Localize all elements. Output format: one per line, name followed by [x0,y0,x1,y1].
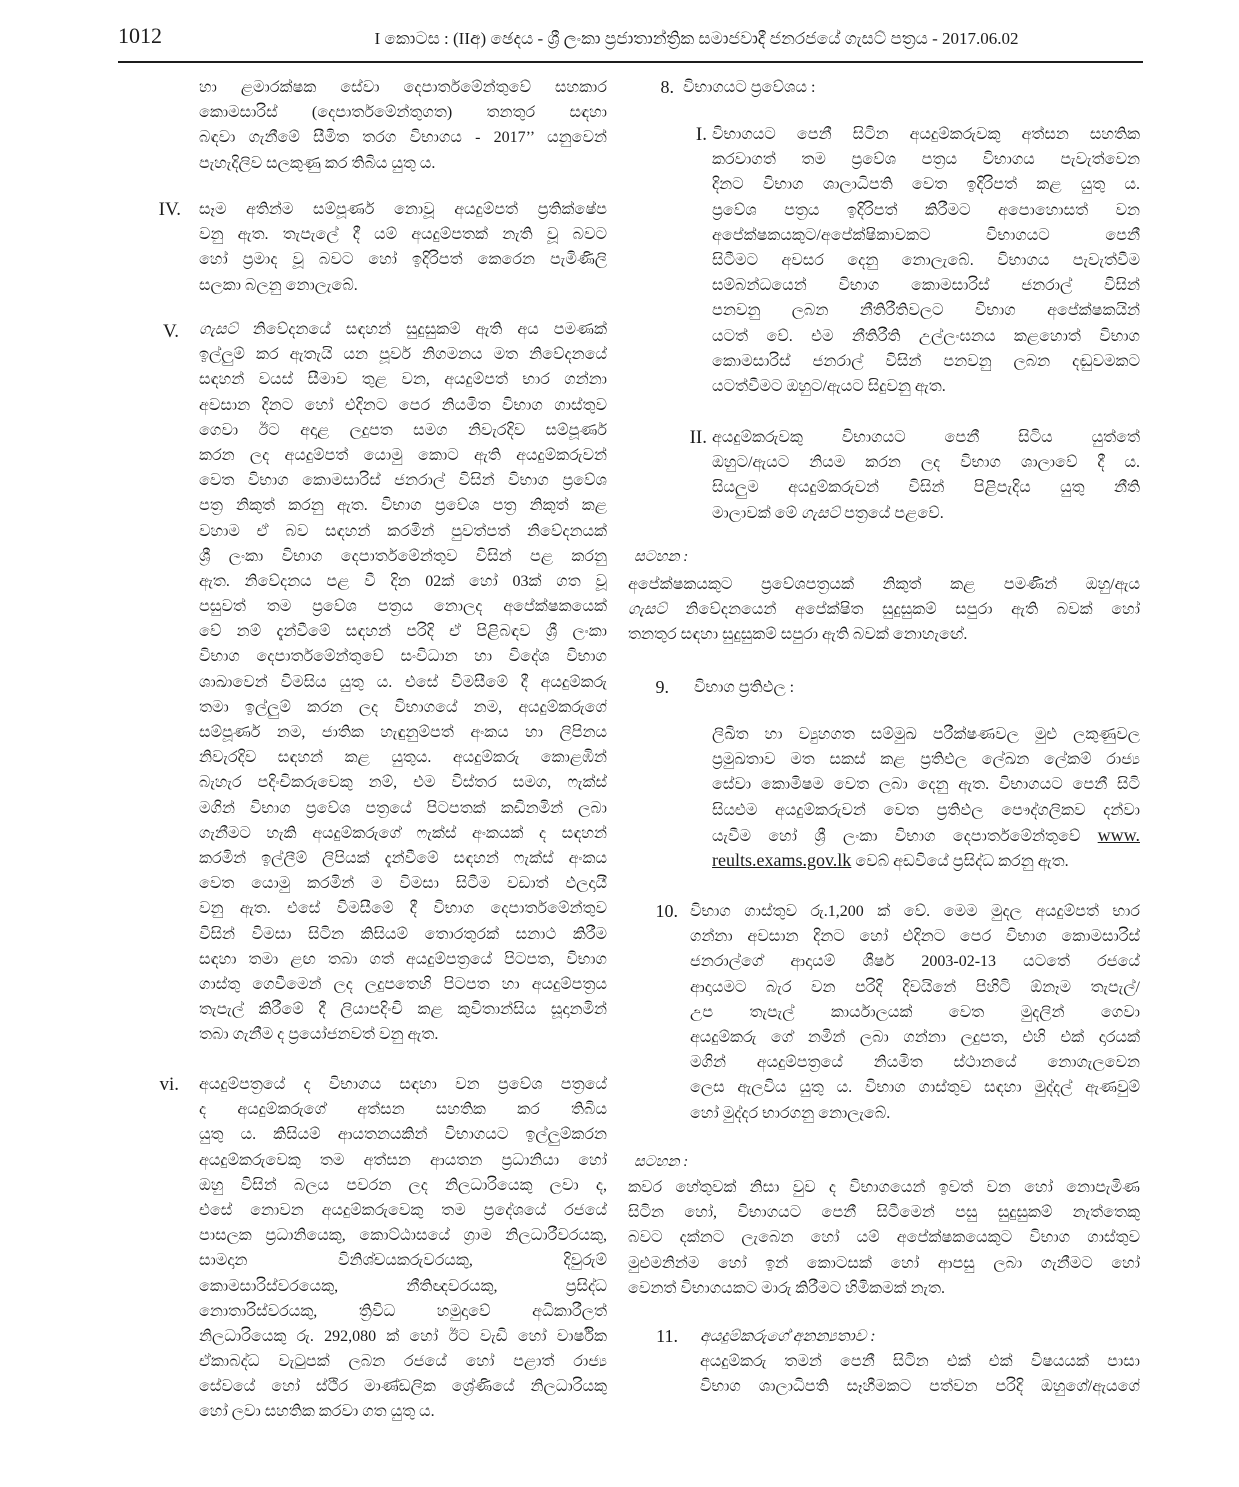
text-line: විසින් විමසා සිටින කිසියම් තොරතුරක් සනාථ කිරීම [199,925,607,943]
item-i-text [712,122,1140,399]
text-line: පැහැදිලිව සලකුණු කර තිබිය යුතු ය. [199,154,436,172]
text-line: සියළුම අයදුම්කරුවන් වෙත ප්‍රතිඵල පෞද්ගලිකව දන්වා [712,801,1140,819]
text-line: ඔහු විසින් බලය පවරන ලද නිලධාරියෙකු ලවා ද, [199,1176,607,1194]
text-line: ගාස්තු ගෙවීමෙන් ලද ලදුපතෙහි පිටපත හා අයදුම්පත්‍රය [199,975,607,993]
text-line: වනු ඇත. තැපැලේ දී යම් අයදුම්පතක් නැති වූ බවට [199,226,607,244]
text-line [712,848,1140,873]
text-line: කරවාගත් තම ප්‍රවේශ පත්‍රය විභාගය පැවැත්වෙන [712,151,1140,169]
section-9-number: 9. [655,677,669,697]
item-i-number: I. [695,124,707,145]
text-line: හෝ ප්‍රමාද වූ බවට හෝ ඉදිරිපත් කෙරෙන පැමිණිලි [199,251,607,269]
text-line: කොමසාරිස් (දෙපාර්තමේන්තුගත) තනතුර සඳහා [199,104,607,122]
text-line: වෙනත් විභාගයකට මාරු කිරීමට හිමිකමක් නැත. [628,1279,946,1297]
text-line: සේවයේ හෝ ස්ථිර මාණ්ඩලික ශ්‍රේණියේ නිලධාරියකු [199,1378,607,1396]
section-10-text [690,899,1140,1126]
text-line: තැපැල් කිරීමේ දී ලියාපදිංචි කළ කුවිතාන්සිය සූදානමින් [199,1001,607,1019]
text-line: කොමසාරිස් ජනරාල් විසින් පනවනු ලබන දඬුවමකට [712,352,1140,370]
text-line: ඒකාබද්ධ වැටුපක් ලබන රජයේ හෝ පළාත් රාජ්‍ය [199,1353,607,1371]
text-segment: වෙබ් අඩවියේ ප්‍රසිද්ධ කරනු ඇත. [851,852,1069,870]
text-line: ශ්‍රී ලංකා විභාග දෙපාර්තමේන්තුව විසින් පළ කරනු [199,547,607,565]
text-line: අවසාන දිනට හෝ එදිනට පෙර නියමිත විභාග ගාස්තුව [199,396,607,414]
section-8-note-label: සටහන : [634,549,689,565]
text-line: පත්‍ර නිකුත් කරනු ඇත. විභාග ප්‍රවේශ පත්‍ර නිකුත් කළ [199,497,607,515]
text-line: අයදුම්කරුවෙකු තම අත්සන ආයතන ප්‍රධානියා හෝ [199,1151,607,1169]
header-rule [118,61,1143,63]
text-line: හෝ මුද්දර භාරගනු නොලැබේ. [690,1104,891,1122]
text-line: කරමින් ඉල්ලීම් ලිපියක් දැන්වීමේ සඳහන් ෆැක්ස් අංකය [199,849,607,867]
text-line: ප්‍රවේශ පත්‍රය ඉදිරිපත් කිරීමට අපොහොසත් වන [712,201,1140,219]
text-segment: මාලාවක් මේ [712,504,802,522]
text-line: කොමසාරිස්වරයෙකු, නීතිඥවරයකු, ප්‍රසිද්ධ [199,1277,607,1295]
text-line: යටත් වේ. එම නීතිරීති උල්ලංඝනය කළහොත් විභාග [712,327,1140,345]
text-line: මගින් අයදුම්පත්‍රයේ නියමිත ස්ථානයේ නොගැලවෙන [690,1054,1140,1072]
text-line: සේවා කොමිෂම වෙත ලබා දෙනු ඇත. විභාගයට පෙනී සිටි [712,776,1140,794]
text-line: බවට දක්නට ලැබෙන හෝ යම් අපේක්ෂකයෙකුට විභාග ගාස්තුව [628,1229,1140,1247]
text-line: සම්පූර්ණ නම, ජාතික හැඳුනුම්පත් අංකය හා ලිපිනය [199,724,607,741]
text-segment: නිවේදනයෙන් අපේක්ෂිත සුදුසුකම් සපුරා ඇති බවක් හෝ [666,601,1140,619]
text-line: උප තැපැල් කාර්යාලයක් වෙත මුදලින් ගෙවා [690,1003,1140,1021]
text-line: පනවනු ලබන නීතිරීතිවලට විභාග අපේක්ෂකයින් [712,302,1140,320]
text-line: ගැනීමට හැකි අයදුම්කරුගේ ෆැක්ස් අංකයක් ද සඳහන් [199,824,607,842]
item-ii-text [712,425,1140,526]
text-line: තනතුර සඳහා සුදුසුකම් සපුරා ඇති බවක් නොහැඟේ. [628,626,968,644]
text-line: අපේක්ෂකයකුට/අපේක්ෂිකාවකට විභාගයට පෙනී [712,226,1140,244]
section-11-text [700,1349,1140,1399]
text-line: වෙත යොමු කරමින් ම විමසා සිටීම වඩාත් ඵලදායී [199,875,607,893]
text-line: පාසලක ප්‍රධානියෙකු, කොට්ඨාසයේ ග්‍රාම නිලධාරීවරයකු, [199,1227,607,1245]
text-line: සිටින හෝ, විභාගයට පෙනී සිටීමෙන් පසු සුදුසුකම් නැත්තෙකු [628,1204,1140,1222]
text-line: දිනට විභාග ශාලාධිපති වෙත ඉදිරිපත් කළ යුතු ය. [712,176,1140,194]
text-line: සලකා බලනු නොලැබේ. [199,276,358,294]
text-segment: පත්‍රයේ පළවේ. [840,504,944,522]
section-8-note-text [628,572,1140,648]
text-line: හෝ ලවා සහතික කරවා ගත යුතු ය. [199,1403,435,1421]
text-line: සාමදාන විනිශ්චයකරුවරයකු, දිවුරුම් [199,1252,607,1270]
text-line: සියලුම අයදුම්කරුවන් විසින් පිළිපැදිය යුතු නීති [712,479,1140,497]
text-line: විභාගයට පෙනී සිටින අයදුම්කරුවකු අත්සන සහතික [712,126,1140,143]
section-8-heading: විභාගයට ප්‍රවේශය : [683,79,816,96]
item-vi-text [199,1072,607,1425]
text-line: විභාග දෙපාර්තමේන්තුවේ සංවිධාන හා විදේශ විභාග [199,648,607,666]
section-11-number: 11. [656,1326,678,1346]
text-line: තමා ඉල්ලුම් කරන ලද විභාගයේ නම, අයදුම්කරුගේ [199,698,607,716]
text-line: වේ නම් දැන්වීමේ සඳහන් පරිදි ඒ පිළිබඳව ශ්‍රී ලංකා [199,623,607,641]
text-line: සෑම අතින්ම සම්පූර්ණ නොවූ අයදුම්පත් ප්‍රතික්ෂේප [199,201,607,218]
website-address-text: reults.exams.gov.lk [712,849,852,870]
section-10-number: 10. [655,901,678,921]
emphasis-text: ගැසට් [628,601,667,619]
text-line: වහාම ඒ බව සඳහන් කරමින් පුවත්පත් නිවේදනයක් [199,522,607,540]
text-line: නිවැරදිව සඳහන් කළ යුතුය. අයදුම්කරු කොළඹින් [199,749,607,767]
text-line: බඳවා ගැනීමේ සීමිත තරග විභාගය - 2017’’ යනුවෙන් [199,129,607,147]
text-line: ලිඛිත හා ව්‍යුහගත සම්මුඛ පරීක්ෂණවල මුළු ලකුණුවල [712,726,1140,743]
text-line: අයදුම්කරු තමන් පෙනී සිටින එක් එක් විෂයයක් පාසා [700,1353,1140,1370]
text-line [199,317,607,342]
text-line: කරන ලද අයදුම්පත් යොමු කොට ඇති අයදුම්කරුවන් [199,446,607,464]
section-11-heading: අයදුම්කරුගේ අනන්‍යතාව : [700,1328,876,1345]
text-line: සඳහා තමා ළඟ තබා ගත් අයදුම්පත්‍රයේ පිටපත, විභාග [199,950,607,968]
text-line: අයදුම්කරුවකු විභාගයට පෙනී සිටිය යුත්තේ [712,429,1140,446]
section-10-note-label: සටහන : [634,1154,689,1170]
page-title: I කොටස : (IIඅ) ඡෙදය - ශ්‍රී ලංකා ප්‍රජාතාන්ත්‍රික සමාජවාදී ජනරජයේ ගැසට් පත්‍රය - 2017.06.02 [374,29,1019,48]
text-line: බැහැර පදිංචිකරුවෙකු නම්, එම විස්තර සමග, ෆැක්ස් [199,774,607,792]
item-v-number: V. [162,321,179,342]
text-line: සම්බන්ධයෙන් විභාග කොමසාරිස් ජනරාල් විසින් [712,277,1140,295]
text-line [712,823,1140,848]
section-9-text [712,722,1140,873]
text-line: නොතාරිස්වරයකු, ත්‍රිවිධ හමුදාවේ අධිකාරීලත් [199,1302,607,1320]
continued-paragraph [199,75,607,176]
text-line: ශාඛාවෙන් විමසිය යුතු ය. එසේ විමසීමේ දී අයදුම්කරු [199,673,607,691]
text-line: සිටීමට අවසර දෙනු නොලැබේ. විභාගය පැවැත්වීම [712,251,1140,269]
text-line: ආදායමට බැර වන පරිදි දිවයිනේ පිහිටි ඕනෑම තැපැල්/ [690,978,1140,996]
text-line: හා ළමාරක්ෂක සේවා දෙපාර්තමේන්තුවේ සහකාර [199,79,607,96]
text-line: ඉල්ලුම් කර ඇතැයි යන පූර්ව නිගමනය මත නිවේදනයේ [199,346,607,364]
text-line: ජනරාල්ගේ ආදායම් ශීර්ෂ 2003-02-13 යටතේ රජයේ [690,953,1140,971]
text-line: තබා ගැනීම ද ප්‍රයෝජනවත් වනු ඇත. [199,1026,439,1044]
page-number: 1012 [118,23,162,48]
text-segment: නිවේදනයේ සඳහන් සුදුසුකම් ඇති අය පමණක් [237,321,607,338]
text-segment: යැවීම හෝ ශ්‍රී ලංකා විභාග දෙපාර්තමේන්තුවේ [712,827,1098,845]
text-line: සඳහන් වයස් සීමාව තුළ වන, අයදුම්පත් භාර ගන්නා [199,371,607,389]
item-vi-number: vi. [159,1074,179,1095]
text-line: පසුවත් තම ප්‍රවේශ පත්‍රය නොලද අපේක්ෂකයෙක් [199,598,607,616]
item-v-text [199,317,607,1047]
item-ii-number: II. [689,427,707,448]
item-iv-number: IV. [158,199,181,220]
text-line: ඇත. නිවේදනය පළ වී දින 02ක් හෝ 03ක් ගත වූ [199,572,607,590]
text-line: වෙත විභාග කොමසාරිස් ජනරාල් විසින් විභාග ප්‍රවේශ [199,472,607,490]
item-iv-text [199,197,607,298]
section-9-heading: විභාග ප්‍රතිඵල : [694,679,795,696]
text-line: ඔහුට/ඇයට නියම කරන ලද විභාග ශාලාවේ දී ය. [712,454,1140,472]
text-line: විභාග ශාලාධිපති සෑහීමකට පත්වන පරිදි ඔහුගේ/ඇයගේ [700,1378,1140,1396]
text-line: යුතු ය. කිසියම් ආයතනයකින් විභාගයට ඉල්ලුම්කරන [199,1126,607,1144]
emphasis-text: ගැසට් [199,321,238,338]
text-line: ගෙවා ඊට අදාළ ලදුපත සමග නිවැරදිව සම්පූර්ණ [199,421,607,439]
emphasis-text: ගැසට් [801,504,841,522]
text-line: ගන්නා අවසාන දිනට හෝ එදිනට පෙර විභාග කොමසාරිස් [690,928,1140,946]
text-line: ලෙස ඇලවිය යුතු ය. විභාග ගාස්තුව සඳහා මුද්දල් ඇණවුම් [690,1079,1140,1097]
text-line: කවර හේතුවක් නිසා වුව ද විභාගයෙන් ඉවත් වන හෝ නොපැමිණ [628,1179,1140,1196]
text-line: නිලධාරියෙකු රු. 292,080 ක් හෝ ඊට වැඩි හෝ වාර්ෂික [199,1327,607,1345]
section-8-number: 8. [660,77,674,97]
text-line [712,501,1140,526]
website-address-text: www. [1097,824,1140,845]
text-line: අයදුම්පත්‍රයේ ද විභාගය සඳහා වන ප්‍රවේශ පත්‍රයේ [199,1076,607,1093]
text-line: අපේක්ෂකයකුට ප්‍රවේශපත්‍රයක් නිකුත් කළ පමණින් ඔහු/ඇය [628,576,1140,593]
text-line: අයදුම්කරු ගේ නමින් ලබා ගන්නා ලදුපත, එහි එක් දාරයක් [690,1028,1140,1046]
text-line: වනු ඇත. එසේ විමසීමේ දී විභාග දෙපාර්තමේන්තුව [199,900,607,918]
text-line: එසේ නොවන අයදුම්කරුවෙකු තම ප්‍රදේශයේ රජයේ [199,1201,607,1219]
text-line: යටත්වීමට ඔහුට/ඇයට සිදුවනු ඇත. [712,377,946,395]
text-line: ප්‍රමුඛතාව මත සකස් කළ ප්‍රතිඵල ලේඛන ලේකම් රාජ්‍ය [712,751,1140,769]
text-line: විභාග ගාස්තුව රු.1,200 ක් වේ. මෙම මුදල අයදුම්පත් භාර [690,903,1140,920]
text-line: මගින් විභාග ප්‍රවේශ පත්‍රයේ පිටපතක් කඩිනමින් ලබා [199,799,607,817]
text-line: ද අයදුම්කරුගේ අත්සන සහතික කර තිබිය [199,1101,607,1119]
text-line [628,597,1140,622]
section-10-note-text [628,1175,1140,1301]
text-line: මුළුමනින්ම හෝ ඉන් කොටසක් හෝ ආපසු ලබා ගැනීමට හෝ [628,1254,1140,1272]
